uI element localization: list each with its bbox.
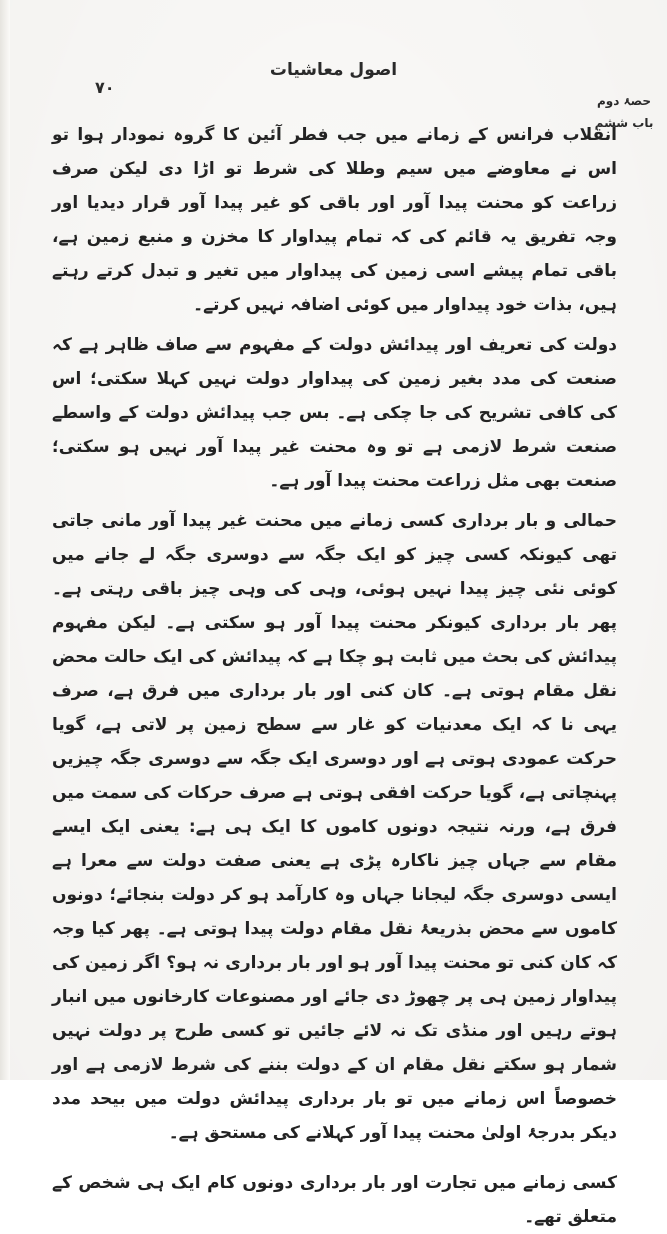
paragraph-2: دولت کی تعریف اور پیدائش دولت کے مفہوم سے صاف ظاہر ہے کہ صنعت کی مدد بغیر زمین کی پیداوار دولت نہیں کہلا سکتی؛ اس کی کافی تشریح کی جا چکی ہے۔ بس جب پیدائش دولت کے واسطے صنعت شرط لازمی ہے تو وہ محنت غیر پیدا آور نہیں ہو سکتی؛ صنعت بھی مثل زراعت محنت پیدا آور ہے۔ <box>52 335 617 491</box>
page-number: ۷۰ <box>95 78 115 97</box>
paragraph-4: کسی زمانے میں تجارت اور بار برداری دونوں کام ایک ہی شخص کے متعلق تھے۔ <box>52 1173 617 1227</box>
margin-note-part: حصۂ دوم <box>596 94 652 108</box>
paragraph-1: انقلاب فرانس کے زمانے میں جب فطر آئین کا گروہ نمودار ہوا تو اس نے معاوضے میں سیم وطلا کی شرط تو اڑا دی لیکن صرف زراعت کو محنت پیدا آور اور باقی کو غیر پیدا آور قرار دیدیا اور وجہ تفریق یہ قائم کی کہ تمام پیداوار کا مخزن و منبع زمین ہے، باقی تمام پیشے اسی زمین کی پیداوار میں تغیر و تبدل کرتے رہتے ہیں، بذات خود پیداوار میں کوئی اضافہ نہیں کرتے۔ <box>52 125 617 315</box>
paragraph-3: حمالی و بار برداری کسی زمانے میں محنت غیر پیدا آور مانی جاتی تھی کیونکہ کسی چیز کو ایک جگہ سے دوسری جگہ لے جانے میں کوئی نئی چیز پیدا نہیں ہوئی، وہی کی وہی چیز باقی رہتی ہے۔ پھر بار برداری کیونکر محنت پیدا آور ہو سکتی ہے۔ لیکن مفہوم پیدائش کی بحث میں ثابت ہو چکا ہے کہ پیدائش کی ایک حالت محض نقل مقام ہوتی ہے۔ کان کنی اور بار برداری میں فرق ہے، صرف یہی نا کہ ایک معدنیات کو غار سے سطح زمین پر لاتی ہے، گویا حرکت عمودی ہوتی ہے اور دوسری ایک جگہ سے دوسری جگہ چیزیں پہنچاتی ہے، گویا حرکت افقی ہوتی ہے صرف حرکات کی سمت میں فرق ہے، ورنہ نتیجہ دونوں کاموں کا ایک ہی ہے: یعنی ایک ایسے مقام سے جہاں چیز ناکارہ پڑی ہے یعنی صفت دولت سے معرا ہے ایسی دوسری جگہ لیجانا جہاں وہ کارآمد ہو کر دولت بنجائے؛ دونوں کاموں سے محض بذریعۂ نقل مقام دولت پیدا ہوتی ہے۔ پھر کیا وجہ کہ کان کنی تو محنت پیدا آور ہو اور بار برداری نہ ہو؟ اگر زمین کی پیداوار زمین ہی پر چھوڑ دی جائے اور مصنوعات کارخانوں میں انبار ہوتے رہیں اور منڈی تک نہ لائے جائیں تو کسی طرح پر دولت نہیں شمار ہو سکتے نقل مقام ان کے دولت بننے کی شرط لازمی ہے اور خصوصاً اس زمانے میں تو بار برداری پیدائش دولت میں بیحد مدد دیکر بدرجۂ اولیٰ محنت پیدا آور کہلانے کی مستحق ہے۔ <box>52 511 617 1143</box>
body-text <box>52 118 617 1234</box>
page-edge-shadow <box>0 0 10 1080</box>
margin-note-chapter: باب ششم <box>594 116 654 130</box>
running-title: اصول معاشیات <box>269 60 398 80</box>
